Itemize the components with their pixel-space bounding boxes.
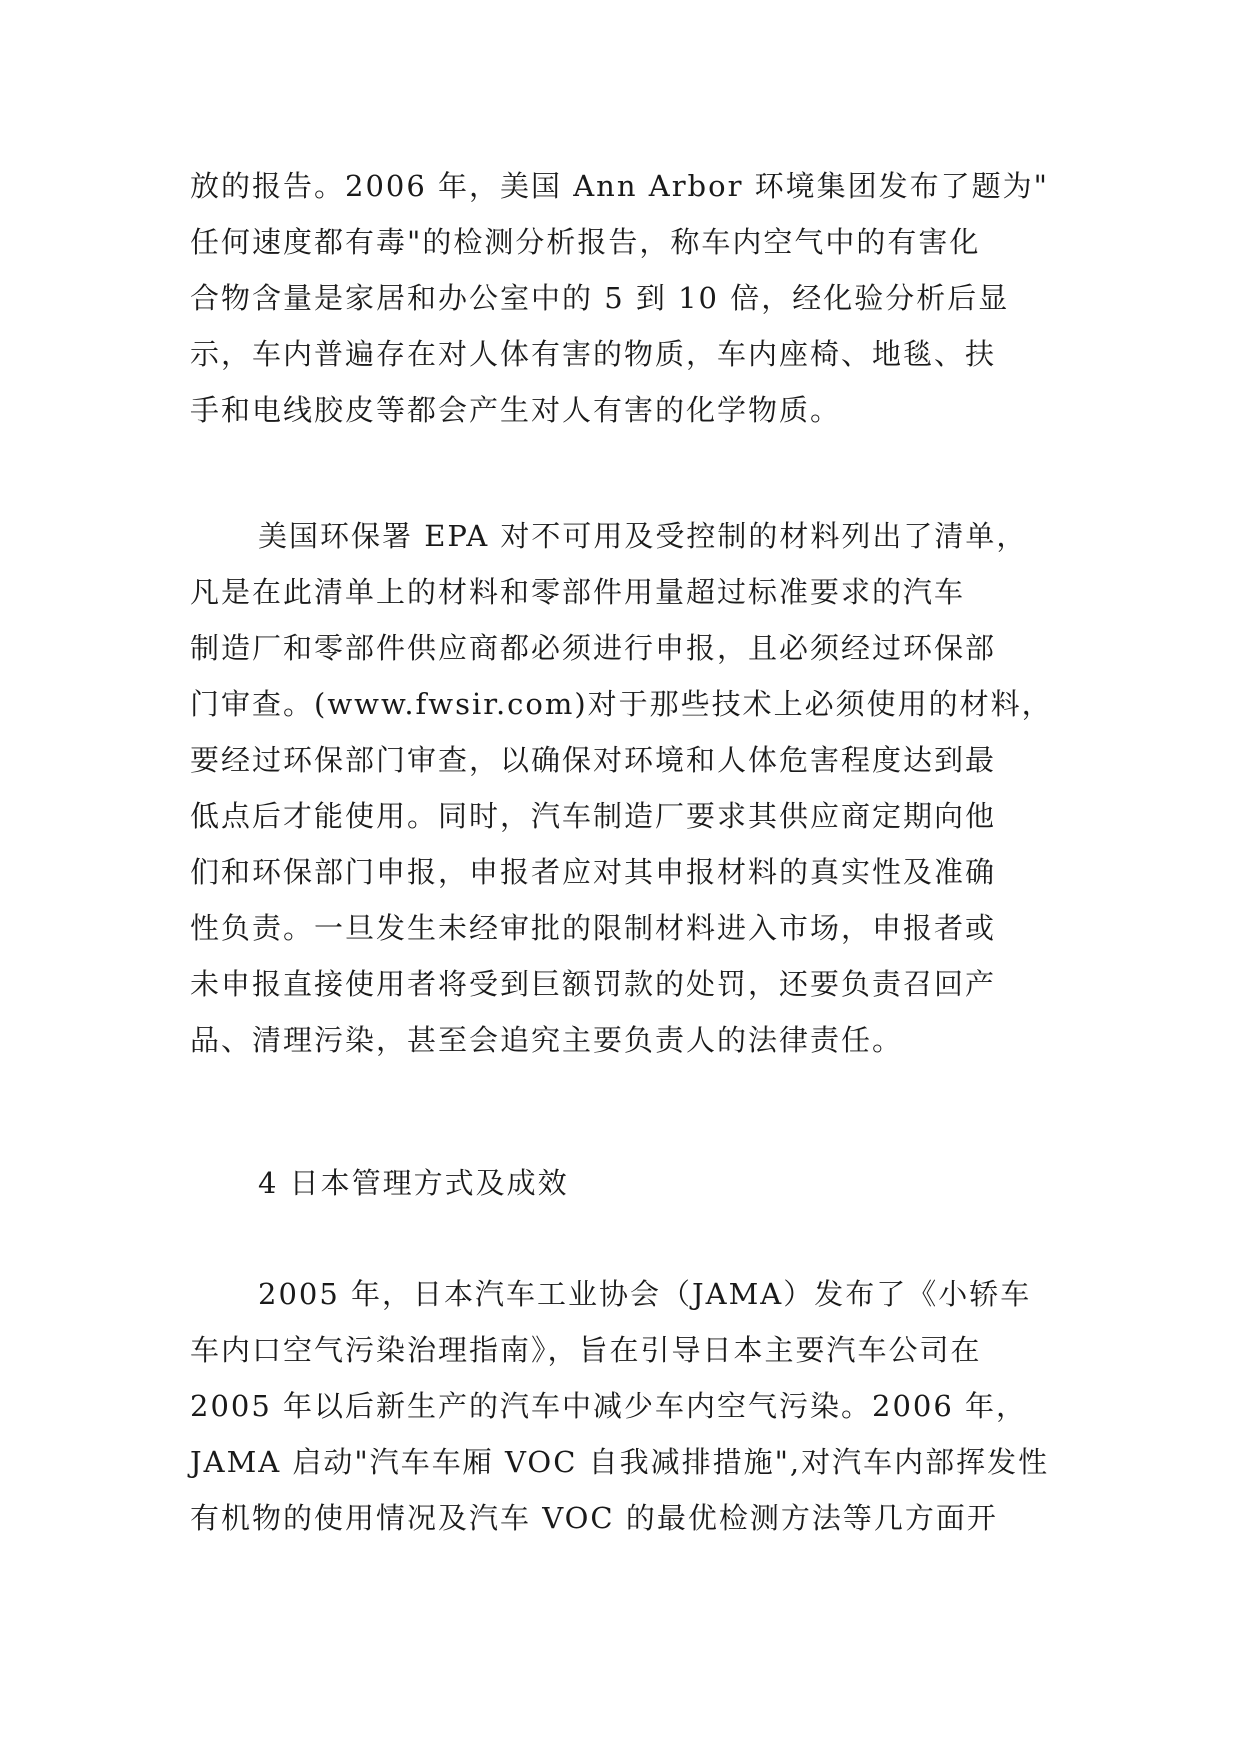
paragraph-line: 2005 年以后新生产的汽车中减少车内空气污染。2006 年， bbox=[190, 1389, 1028, 1423]
paragraph-line: 美国环保署 EPA 对不可用及受控制的材料列出了清单， bbox=[258, 519, 1028, 553]
paragraph-line: 任何速度都有毒"的检测分析报告，称车内空气中的有害化 bbox=[190, 225, 981, 259]
paragraph-line: 2005 年，日本汽车工业协会（JAMA）发布了《小轿车 bbox=[258, 1277, 1032, 1311]
section-heading-text: 4 日本管理方式及成效 bbox=[258, 1166, 569, 1200]
paragraph-line: 车内口空气污染治理指南》，旨在引导日本主要汽车公司在 bbox=[190, 1333, 982, 1367]
paragraph-line: JAMA 启动"汽车车厢 VOC 自我减排措施",对汽车内部挥发性 bbox=[190, 1445, 1050, 1479]
section-heading bbox=[190, 1155, 1070, 1211]
paragraph-line: 手和电线胶皮等都会产生对人有害的化学物质。 bbox=[190, 393, 842, 427]
paragraph-japan-jama bbox=[190, 1266, 1070, 1546]
paragraph-line: 示，车内普遍存在对人体有害的物质，车内座椅、地毯、扶 bbox=[190, 337, 997, 371]
paragraph-line: 们和环保部门申报，申报者应对其申报材料的真实性及准确 bbox=[190, 855, 997, 889]
paragraph-line: 未申报直接使用者将受到巨额罚款的处罚，还要负责召回产 bbox=[190, 967, 997, 1001]
paragraph-line: 合物含量是家居和办公室中的 5 到 10 倍，经化验分析后显 bbox=[190, 281, 1010, 315]
paragraph-line: 品、清理污染，甚至会追究主要负责人的法律责任。 bbox=[190, 1023, 904, 1057]
paragraph-line: 要经过环保部门审查，以确保对环境和人体危害程度达到最 bbox=[190, 743, 997, 777]
paragraph-line: 制造厂和零部件供应商都必须进行申报，且必须经过环保部 bbox=[190, 631, 997, 665]
paragraph-line: 门审查。(www.fwsir.com)对于那些技术上必须使用的材料， bbox=[190, 687, 1053, 721]
paragraph-ann-arbor-report bbox=[190, 158, 1070, 438]
paragraph-line: 有机物的使用情况及汽车 VOC 的最优检测方法等几方面开 bbox=[190, 1501, 998, 1535]
paragraph-line: 性负责。一旦发生未经审批的限制材料进入市场，申报者或 bbox=[190, 911, 997, 945]
paragraph-line: 放的报告。2006 年，美国 Ann Arbor 环境集团发布了题为" bbox=[190, 169, 1050, 203]
paragraph-line: 低点后才能使用。同时，汽车制造厂要求其供应商定期向他 bbox=[190, 799, 997, 833]
paragraph-epa-regulation bbox=[190, 508, 1070, 1068]
paragraph-line: 凡是在此清单上的材料和零部件用量超过标准要求的汽车 bbox=[190, 575, 966, 609]
